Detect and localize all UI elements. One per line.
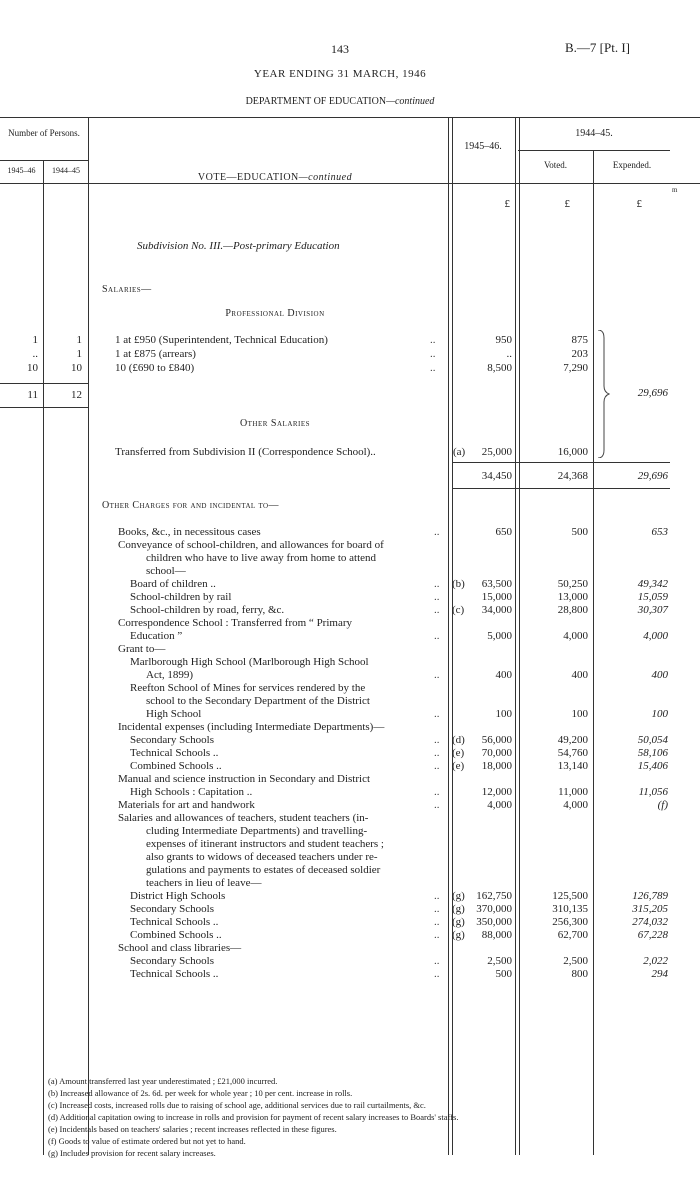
value-expended: 15,406 <box>637 760 668 772</box>
department-continued: —continued <box>386 96 435 107</box>
subtotal-voted: 24,368 <box>557 470 588 482</box>
leader-dots: .. <box>434 669 440 681</box>
subdivision-title: Subdivision No. III.—Post-primary Education <box>137 240 340 252</box>
value-voted: 13,000 <box>557 591 588 603</box>
charge-description: Marlborough High School (Marlborough High School <box>130 656 369 668</box>
value-1945: 15,000 <box>481 591 512 603</box>
value-1945: 350,000 <box>476 916 512 928</box>
value-expended: 50,054 <box>637 734 668 746</box>
value-voted: 28,800 <box>557 604 588 616</box>
footnote: (d) Additional capitation owing to increase in rolls and provision for payment of recent salary increases to Boards' staffs. <box>48 1112 459 1122</box>
value-expended: 274,032 <box>632 916 668 928</box>
footnote: (c) Increased costs, increased rolls due to raising of school age, additional services due to rail curtailments, &c. <box>48 1100 426 1110</box>
value-1945: 500 <box>495 968 512 980</box>
charge-description: School-children by rail <box>130 591 232 603</box>
charge-description: School and class libraries— <box>118 942 242 954</box>
value-1945: .. <box>506 348 512 360</box>
charge-description: Books, &c., in necessitous cases <box>118 526 261 538</box>
leader-dots: .. <box>434 968 440 980</box>
other-charges-heading: Other Charges for and incidental to— <box>102 500 279 511</box>
value-expended: 4,000 <box>643 630 668 642</box>
header-top-rule <box>0 117 700 118</box>
page-number: 143 <box>331 42 349 56</box>
charge-description: Manual and science instruction in Secondary and District <box>118 773 371 785</box>
charge-description: Materials for art and handwork <box>118 799 255 811</box>
persons-sub-rule <box>0 160 88 161</box>
vote-title <box>150 172 400 183</box>
charge-description: Secondary Schools <box>130 955 215 967</box>
value-expended: 315,205 <box>632 903 668 915</box>
pound-expended: £ <box>636 198 642 210</box>
department-title <box>180 96 500 107</box>
value-1945: 70,000 <box>481 747 512 759</box>
charge-description: Technical Schools .. <box>130 747 219 759</box>
value-1945: 650 <box>495 526 512 538</box>
value-expended: 58,106 <box>637 747 668 759</box>
value-voted: 4,000 <box>563 799 588 811</box>
pound-voted: £ <box>564 198 570 210</box>
value-expended: 30,307 <box>637 604 668 616</box>
value-voted: 11,000 <box>558 786 588 798</box>
leader-dots: .. <box>434 903 440 915</box>
footnote: (e) Incidentals based on teachers' salaries ; recent increases reflected in these figures. <box>48 1124 337 1134</box>
salaries-brace <box>596 330 610 458</box>
value-voted: 50,250 <box>557 578 588 590</box>
other-salaries-heading: Other Salaries <box>239 418 311 429</box>
charge-description: teachers in lieu of leave— <box>146 877 262 889</box>
leader-dots: .. <box>434 890 440 902</box>
leader-dots: .. <box>434 786 440 798</box>
value-1945: 8,500 <box>487 362 512 374</box>
col-1944-heading: 1944–45. <box>575 128 613 139</box>
persons-1945-cell: 1 <box>32 334 38 346</box>
persons-total-bottom-rule <box>0 407 88 408</box>
value-1945: 2,500 <box>487 955 512 967</box>
footnote-ref: (c) <box>452 604 465 616</box>
value-voted: 125,500 <box>552 890 588 902</box>
value-1945: 162,750 <box>476 890 512 902</box>
value-expended: 653 <box>651 526 668 538</box>
value-voted: 310,135 <box>552 903 588 915</box>
value-expended: 400 <box>651 669 668 681</box>
expended-heading: Expended. <box>612 160 652 170</box>
charge-description: Act, 1899) <box>146 669 194 681</box>
value-expended: 100 <box>651 708 668 720</box>
transferred-text: Transferred from Subdivision II (Correspondence School).. <box>115 446 376 458</box>
value-voted: 800 <box>571 968 588 980</box>
footnote: (g) Includes provision for recent salary increases. <box>48 1148 216 1158</box>
leader-dots: .. <box>430 334 436 346</box>
text-left-rule <box>88 117 89 1155</box>
charge-description: Grant to— <box>118 643 166 655</box>
transferred-note: (a) <box>453 446 466 458</box>
persons-1945-cell: .. <box>32 348 38 360</box>
department-name: DEPARTMENT OF EDUCATION <box>245 96 387 107</box>
value-expended: 126,789 <box>632 890 668 902</box>
leader-dots: .. <box>434 604 440 616</box>
leader-dots: .. <box>434 708 440 720</box>
leader-dots: .. <box>434 747 440 759</box>
page-reference: B.—7 [Pt. I] <box>565 40 630 55</box>
value-voted: 400 <box>571 669 588 681</box>
leader-dots: .. <box>434 734 440 746</box>
charge-description: High School <box>146 708 202 720</box>
persons-total-top-rule <box>0 383 88 384</box>
value-1945: 56,000 <box>481 734 512 746</box>
value-voted: 100 <box>571 708 588 720</box>
leader-dots: .. <box>434 929 440 941</box>
value-expended: 11,056 <box>638 786 668 798</box>
charge-description: Combined Schools .. <box>130 760 222 772</box>
salary-description: 1 at £950 (Superintendent, Technical Education) <box>115 334 328 346</box>
charge-description: also grants to widows of deceased teachers under re- <box>146 851 378 863</box>
charge-description: Combined Schools .. <box>130 929 222 941</box>
charge-description: cluding Intermediate Departments) and travelling- <box>146 825 368 837</box>
salaries-heading: Salaries— <box>102 284 152 295</box>
footnote-ref: (e) <box>452 760 465 772</box>
persons-divider <box>43 160 44 1155</box>
charge-description: Board of children .. <box>130 578 216 590</box>
leader-dots: .. <box>434 760 440 772</box>
charge-description: Incidental expenses (including Intermediate Departments)— <box>118 721 385 733</box>
year-1944-sub-rule <box>518 150 670 151</box>
vote-continued: —continued <box>298 172 353 183</box>
year-title: YEAR ENDING 31 MARCH, 1946 <box>253 68 427 80</box>
subtotal-1945: 34,450 <box>481 470 512 482</box>
margin-mark: m <box>672 186 678 194</box>
value-voted: 49,200 <box>557 734 588 746</box>
leader-dots: .. <box>434 591 440 603</box>
charge-description: Technical Schools .. <box>130 916 219 928</box>
charge-description: gulations and payments to estates of deceased soldier <box>146 864 381 876</box>
footnote-ref: (e) <box>452 747 465 759</box>
footnote: (a) Amount transferred last year underestimated ; £21,000 incurred. <box>48 1076 278 1086</box>
value-1945: 100 <box>495 708 512 720</box>
charge-description: District High Schools <box>130 890 226 902</box>
footnote-ref: (d) <box>452 734 465 746</box>
value-1945: 12,000 <box>481 786 512 798</box>
voted-expended-divider <box>593 150 594 1155</box>
value-voted: 13,140 <box>557 760 588 772</box>
value-expended: 2,022 <box>643 955 668 967</box>
value-expended: 67,228 <box>637 929 668 941</box>
value-voted: 256,300 <box>552 916 588 928</box>
persons-1944-heading: 1944–45 <box>52 166 80 175</box>
footnote-ref: (g) <box>452 903 465 915</box>
value-voted: 2,500 <box>563 955 588 967</box>
voted-heading: Voted. <box>543 160 568 170</box>
value-1945: 950 <box>495 334 512 346</box>
value-voted: 4,000 <box>563 630 588 642</box>
value-1945: 370,000 <box>476 903 512 915</box>
value-1945: 63,500 <box>481 578 512 590</box>
header-bottom-rule <box>0 183 700 184</box>
charge-description: children who have to live away from home to attend <box>146 552 377 564</box>
value-1945: 4,000 <box>487 799 512 811</box>
professional-division-heading: Professional Division <box>225 308 325 319</box>
number-of-persons-heading: Number of Persons. <box>8 128 80 138</box>
value-voted: 7,290 <box>563 362 588 374</box>
footnote-ref: (g) <box>452 890 465 902</box>
charge-description: Technical Schools .. <box>130 968 219 980</box>
value-1945: 400 <box>495 669 512 681</box>
charge-description: Education ” <box>130 630 183 642</box>
charge-description: Conveyance of school-children, and allowances for board of <box>118 539 384 551</box>
vote-name: VOTE—EDUCATION <box>197 172 299 183</box>
charge-description: school to the Secondary Department of the District <box>146 695 370 707</box>
pound-1945: £ <box>504 198 510 210</box>
col-1945-heading: 1945–46. <box>464 141 502 152</box>
leader-dots: .. <box>434 955 440 967</box>
value-1945: 18,000 <box>481 760 512 772</box>
persons-1944-cell: 1 <box>76 334 82 346</box>
value-voted: 875 <box>571 334 588 346</box>
value-expended: (f) <box>657 799 668 811</box>
leader-dots: .. <box>434 799 440 811</box>
transferred-voted: 16,000 <box>557 446 588 458</box>
subtotal-bottom-rule <box>452 488 670 489</box>
charge-description: school— <box>146 565 186 577</box>
leader-dots: .. <box>434 526 440 538</box>
persons-1944-cell: 1 <box>76 348 82 360</box>
charge-description: expenses of itinerant instructors and student teachers ; <box>146 838 384 850</box>
value-expended: 294 <box>651 968 668 980</box>
salary-description: 10 (£690 to £840) <box>115 362 195 374</box>
value-1945: 34,000 <box>481 604 512 616</box>
value-voted: 203 <box>571 348 588 360</box>
brace-expended-value: 29,696 <box>637 387 668 399</box>
leader-dots: .. <box>430 348 436 360</box>
footnote-ref: (g) <box>452 929 465 941</box>
leader-dots: .. <box>434 630 440 642</box>
footnote-ref: (b) <box>452 578 465 590</box>
charge-description: Reefton School of Mines for services rendered by the <box>130 682 366 694</box>
persons-total-1945: 11 <box>27 389 38 401</box>
leader-dots: .. <box>434 578 440 590</box>
persons-1944-cell: 10 <box>71 362 82 374</box>
charge-description: Salaries and allowances of teachers, student teachers (in- <box>118 812 369 824</box>
value-1945: 88,000 <box>481 929 512 941</box>
leader-dots: .. <box>434 916 440 928</box>
value-voted: 500 <box>571 526 588 538</box>
charge-description: Secondary Schools <box>130 903 215 915</box>
value-expended: 15,059 <box>637 591 668 603</box>
value-voted: 54,760 <box>557 747 588 759</box>
footnote-ref: (g) <box>452 916 465 928</box>
salary-description: 1 at £875 (arrears) <box>115 348 196 360</box>
charge-description: School-children by road, ferry, &c. <box>130 604 285 616</box>
charge-description: Correspondence School : Transferred from “ Primary <box>118 617 353 629</box>
value-expended: 49,342 <box>637 578 668 590</box>
subtotal-top-rule <box>452 462 670 463</box>
subtotal-expended: 29,696 <box>637 470 668 482</box>
persons-1945-cell: 10 <box>27 362 38 374</box>
footnote: (b) Increased allowance of 2s. 6d. per week for whole year ; 10 per cent. increase in rolls. <box>48 1088 353 1098</box>
charge-description: Secondary Schools <box>130 734 215 746</box>
value-1945: 5,000 <box>487 630 512 642</box>
persons-1945-heading: 1945–46 <box>7 166 36 175</box>
footnote: (f) Goods to value of estimate ordered but not yet to hand. <box>48 1136 246 1146</box>
transferred-1945: 25,000 <box>481 446 512 458</box>
value-voted: 62,700 <box>557 929 588 941</box>
persons-total-1944: 12 <box>71 389 82 401</box>
leader-dots: .. <box>430 362 436 374</box>
charge-description: High Schools : Capitation .. <box>130 786 253 798</box>
